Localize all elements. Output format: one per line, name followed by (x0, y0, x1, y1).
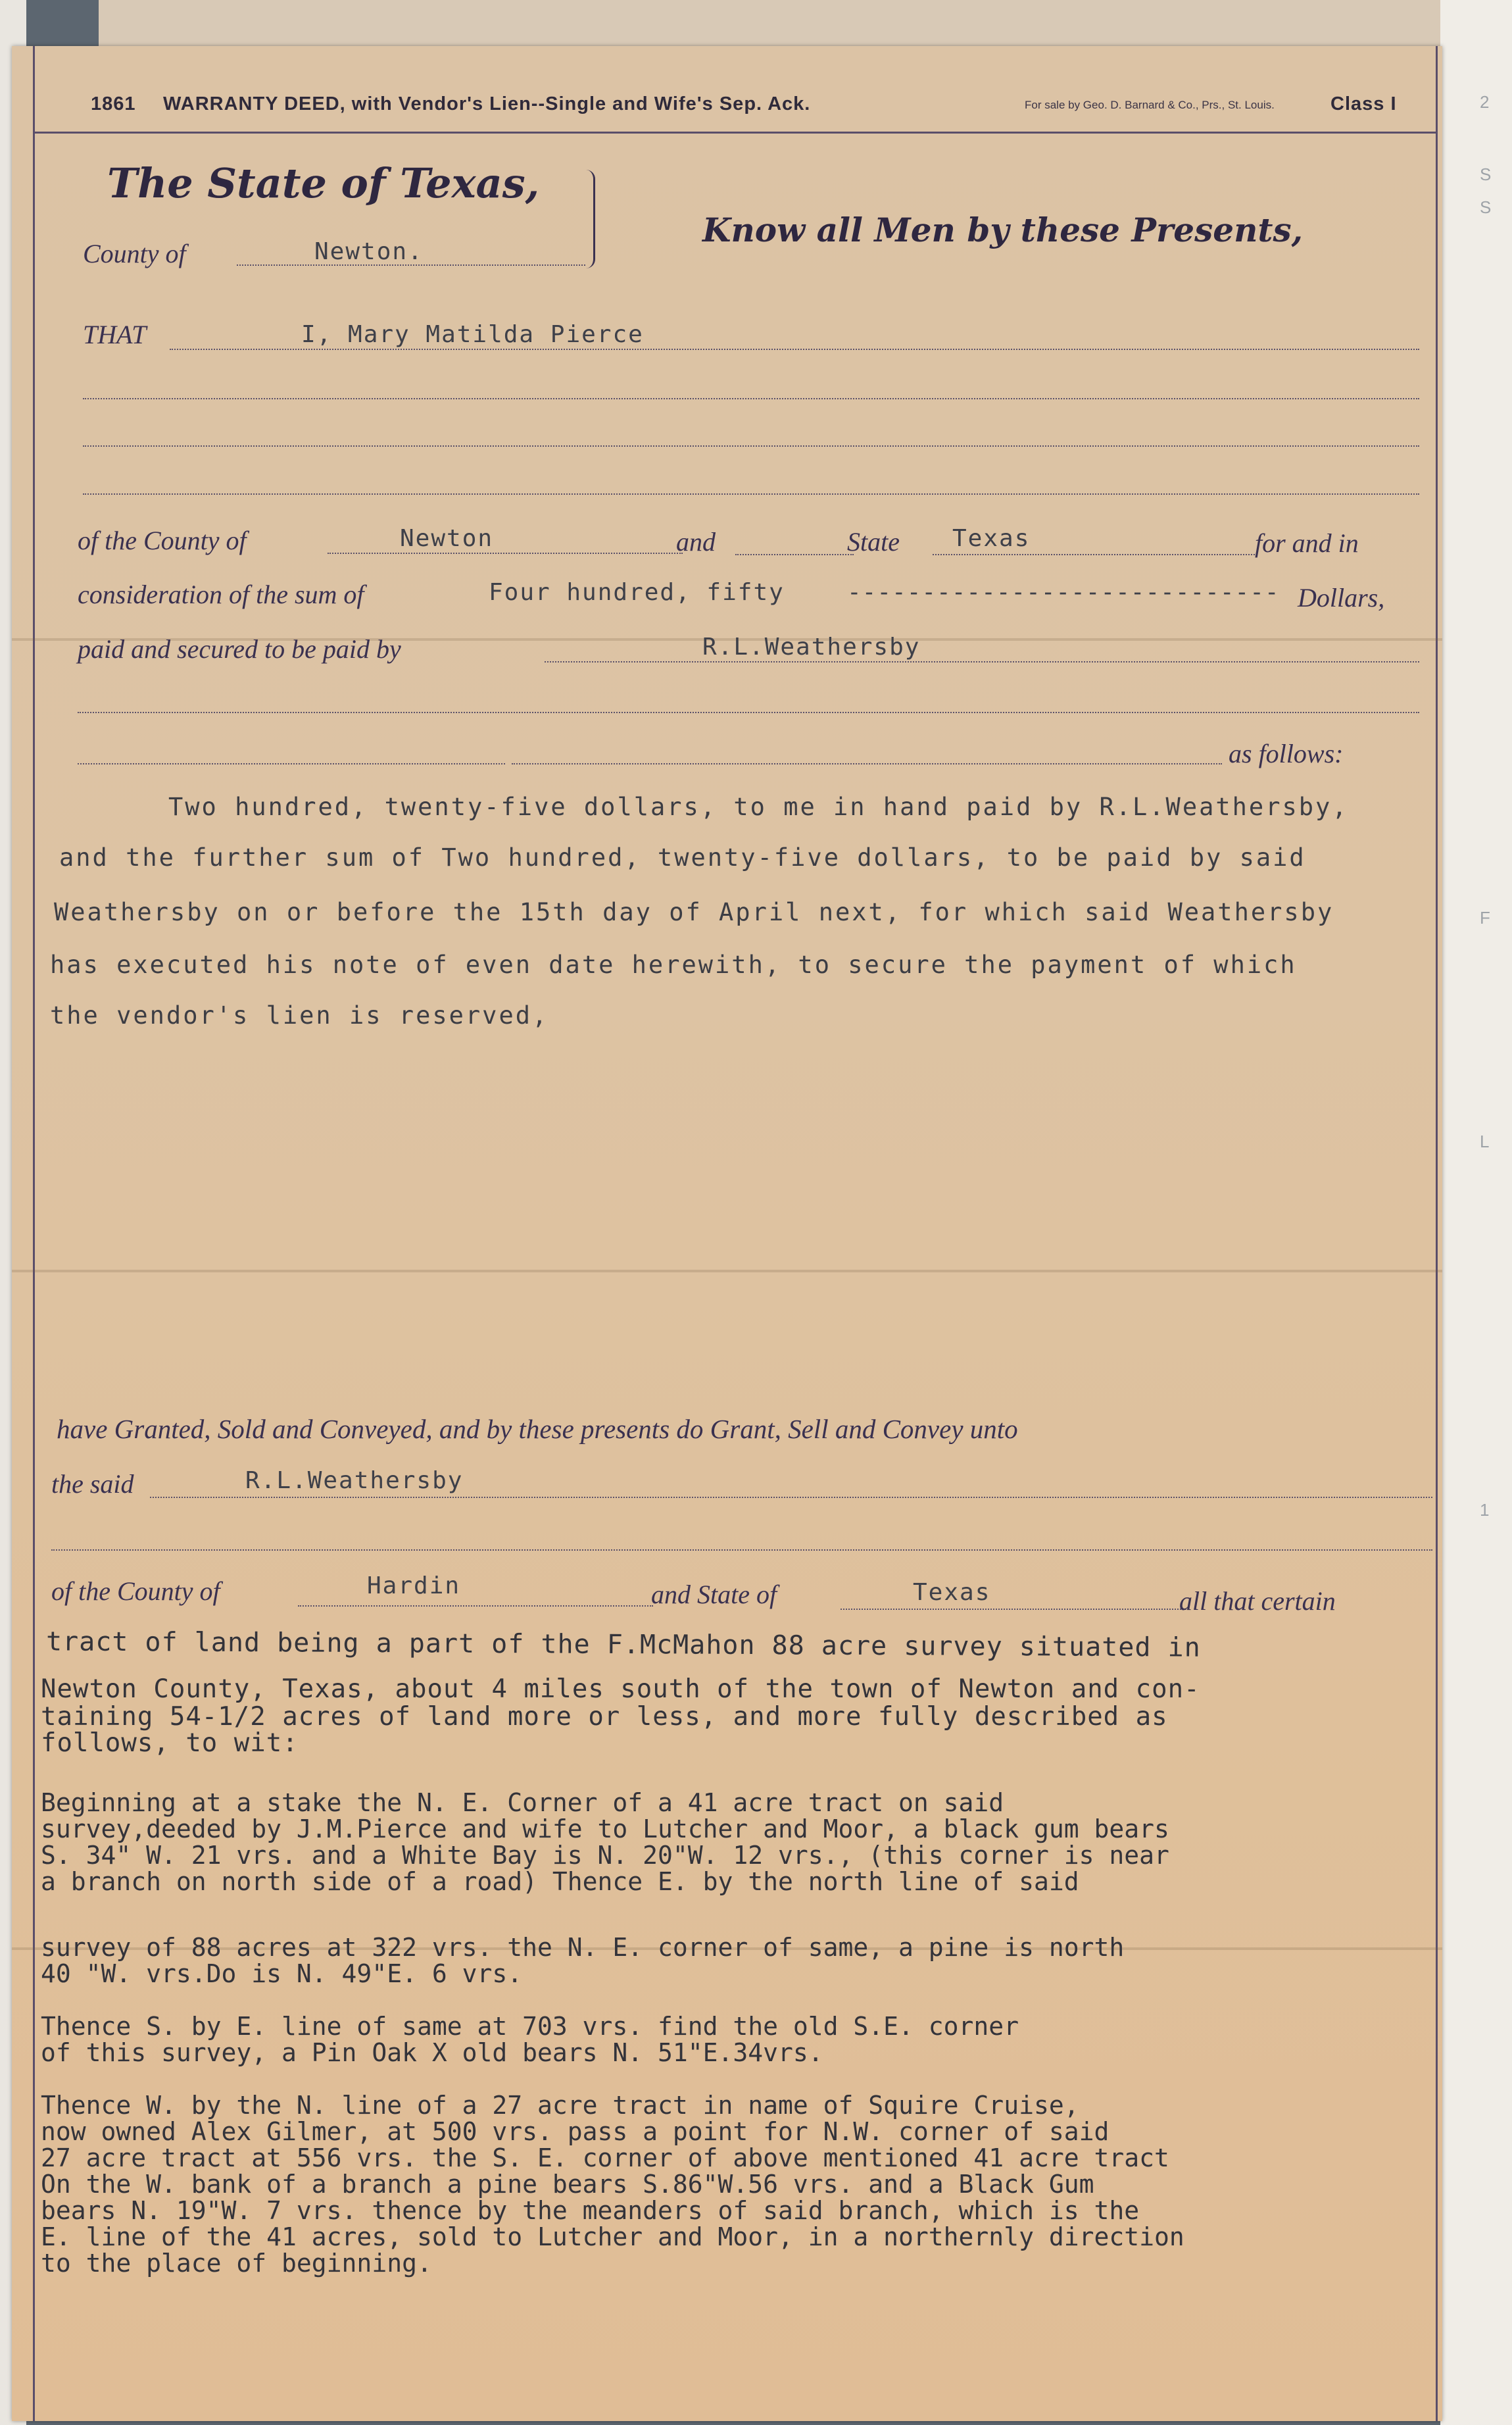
grantor-state: Texas (952, 525, 1031, 552)
payment-line: and the further sum of Two hundred, twenty-five dollars, to be paid by said (59, 843, 1306, 872)
consideration-label: consideration of the sum of (78, 580, 364, 609)
county-line (298, 1605, 653, 1607)
land-description-line: taining 54-1/2 acres of land more or less, and more fully described as (41, 1702, 1168, 1732)
blank-line (83, 445, 1419, 447)
of-county-label: of the County of (78, 526, 247, 555)
and-label: and (676, 527, 716, 557)
consideration-sum: Four hundred, fifty (489, 579, 785, 606)
right-edge-text: 1 (1480, 1500, 1490, 1520)
the-said-label: the said (51, 1469, 134, 1499)
publisher-line: For sale by Geo. D. Barnard & Co., Prs., St. Louis. (1025, 99, 1275, 111)
payment-line: has executed his note of even date herewith, to secure the payment of which (50, 951, 1297, 979)
county-line (328, 553, 683, 554)
county-label: County of (83, 239, 186, 268)
fold-line (12, 1270, 1442, 1272)
all-that-certain: all that certain (1179, 1586, 1336, 1616)
land-description-line: 40 "W. vrs.Do is N. 49"E. 6 vrs. (41, 1959, 523, 1988)
grantor-county: Newton (400, 525, 494, 552)
land-description-line: Beginning at a stake the N. E. Corner of a 41 acre tract on said (41, 1788, 1004, 1817)
land-description-line: Thence W. by the N. line of a 27 acre tract in name of Squire Cruise, (41, 2091, 1079, 2120)
land-description-line: bears N. 19"W. 7 vrs. thence by the meanders of said branch, which is the (41, 2196, 1140, 2225)
state-line (933, 554, 1255, 555)
land-description-line: S. 34" W. 21 vrs. and a White Bay is N. 20"W. 12 vrs., (this corner is near (41, 1841, 1169, 1870)
blank-line (512, 763, 1222, 764)
blank-line (83, 398, 1419, 399)
filler-line (735, 554, 854, 555)
blank-line (83, 493, 1419, 495)
payment-line: Two hundred, twenty-five dollars, to me in hand paid by R.L.Weathersby, (168, 793, 1349, 821)
form-number: 1861 (91, 93, 136, 114)
header-rule (33, 132, 1436, 134)
payment-line: Weathersby on or before the 15th day of April next, for which said Weathersby (54, 898, 1334, 926)
payer-name: R.L.Weathersby (702, 634, 921, 661)
right-edge-text: F (1480, 908, 1490, 928)
granted-line: have Granted, Sold and Conveyed, and by these presents do Grant, Sell and Convey unto (57, 1414, 1018, 1444)
of-county-label: of the County of (51, 1576, 220, 1606)
land-description-line: to the place of beginning. (41, 2249, 432, 2278)
grantee-name: R.L.Weathersby (245, 1467, 464, 1494)
land-description-line: survey,deeded by J.M.Pierce and wife to Lutcher and Moor, a black gum bears (41, 1814, 1169, 1843)
paid-label: paid and secured to be paid by (78, 634, 401, 664)
for-and-in: for and in (1255, 528, 1359, 558)
grantor-name: I, Mary Matilda Pierce (301, 321, 644, 348)
land-description-line: tract of land being a part of the F.McMahon 88 acre survey situated in (45, 1626, 1201, 1663)
payer-line (545, 661, 1419, 662)
blank-line (78, 712, 1419, 713)
deed-document (12, 46, 1442, 2421)
brace (584, 170, 595, 268)
land-description-line: E. line of the 41 acres, sold to Lutcher and Moor, in a northernly direction (41, 2222, 1184, 2251)
dollars-label: Dollars, (1298, 583, 1385, 612)
and-state-label: and State of (651, 1580, 777, 1609)
land-description-line: now owned Alex Gilmer, at 500 vrs. pass a point for N.W. corner of said (41, 2117, 1110, 2146)
right-edge-text: L (1480, 1132, 1490, 1151)
right-edge-text: 2 (1480, 92, 1490, 112)
right-background (1440, 0, 1512, 2425)
state-label: State (847, 527, 900, 557)
that-label: THAT (83, 320, 147, 349)
right-edge-text: S (1480, 197, 1492, 217)
blank-line (51, 1549, 1432, 1551)
land-description-line: follows, to wit: (41, 1728, 299, 1758)
county-value: Newton. (314, 238, 424, 265)
land-description-line: Newton County, Texas, about 4 miles south of the town of Newton and con- (41, 1674, 1200, 1704)
know-all-heading: Know all Men by these Presents, (702, 211, 1304, 249)
as-follows: as follows: (1229, 739, 1344, 768)
land-description-line: of this survey, a Pin Oak X old bears N. 51"E.34vrs. (41, 2038, 823, 2067)
land-description-line: a branch on north side of a road) Thence E. by the north line of said (41, 1867, 1079, 1896)
land-description-line: Thence S. by E. line of same at 703 vrs. find the old S.E. corner (41, 2012, 1019, 2041)
land-description-line: On the W. bank of a branch a pine bears S.86"W.56 vrs. and a Black Gum (41, 2170, 1094, 2199)
sum-dashes: ----------------------------- (847, 579, 1280, 606)
right-edge-text: S (1480, 164, 1492, 184)
land-description-line: survey of 88 acres at 322 vrs. the N. E. corner of same, a pine is north (41, 1933, 1125, 1962)
blank-line (78, 763, 505, 764)
payment-line: the vendor's lien is reserved, (50, 1001, 549, 1030)
land-description-line: 27 acre tract at 556 vrs. the S. E. corner of above mentioned 41 acre tract (41, 2143, 1169, 2172)
grantee-county: Hardin (367, 1572, 461, 1599)
grantor-line (170, 349, 1419, 350)
grantee-state: Texas (913, 1579, 991, 1606)
state-line (841, 1609, 1189, 1610)
form-title: WARRANTY DEED, with Vendor's Lien--Single and Wife's Sep. Ack. (163, 93, 811, 114)
state-heading: The State of Texas, (107, 159, 540, 207)
grantee-line (150, 1497, 1432, 1498)
class-label: Class I (1330, 93, 1397, 114)
